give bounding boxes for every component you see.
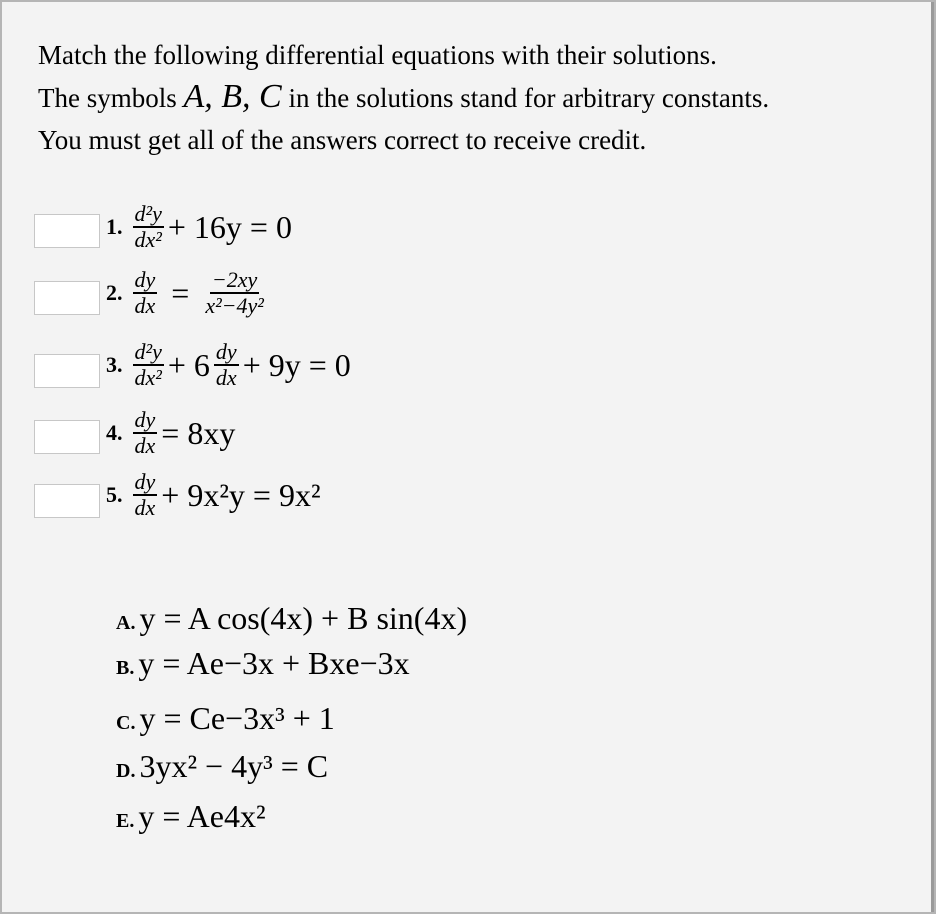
first-derivative-fraction: $\frac{dy}{dx}$ — [215, 339, 237, 390]
question-number: 3. — [106, 352, 123, 377]
instructions — [38, 34, 769, 161]
question-3 — [106, 340, 351, 390]
solution-a: A. y = A cos(4x) + B sin(4x) — [116, 600, 468, 636]
question-4 — [106, 408, 235, 458]
equation-rest: + 9x²y = 9x² — [161, 476, 321, 513]
instruction-line-1: Match the following differential equations with their solutions. — [38, 40, 717, 70]
question-number: 5. — [106, 482, 123, 507]
instruction-line-3: You must get all of the answers correct to receive credit. — [38, 125, 647, 155]
question-2 — [106, 268, 270, 318]
question-number: 4. — [106, 420, 123, 445]
equation-rest: + 16y = 0 — [167, 208, 292, 245]
equals-sign: = — [171, 274, 190, 311]
answer-input-2[interactable] — [34, 281, 100, 315]
question-5 — [106, 470, 321, 520]
derivative-fraction: $\frac{\text{d²y}}{\text{dx²}}$ — [134, 339, 162, 390]
question-number: 2. — [106, 280, 123, 305]
solution-e: E. y = Ae4x² — [116, 798, 266, 834]
answer-input-5[interactable] — [34, 484, 100, 518]
constants-symbols: A, B, C — [183, 78, 282, 115]
derivative-fraction: $\frac{dy}{dx}$ — [134, 469, 156, 520]
rhs-fraction: $\frac{-2xy}{\text{x²−4y²}}$ — [205, 267, 264, 318]
question-number: 1. — [106, 214, 123, 239]
solution-d: D. 3yx² − 4y³ = C — [116, 748, 329, 784]
derivative-fraction: $\frac{dy}{dx}$ — [134, 267, 156, 318]
answer-input-1[interactable] — [34, 214, 100, 248]
equation-rest: = 8xy — [161, 414, 236, 451]
derivative-fraction: $\frac{dy}{dx}$ — [134, 407, 156, 458]
equation-rest: + 9y = 0 — [242, 346, 351, 383]
solution-c: C. y = Ce−3x³ + 1 — [116, 700, 335, 736]
derivative-fraction: $\frac{\text{d²y}}{\text{dx²}}$ — [134, 201, 162, 252]
question-1 — [106, 202, 292, 252]
equation-mid: + 6 — [167, 346, 210, 383]
answer-input-3[interactable] — [34, 354, 100, 388]
instruction-line-2: The symbols A, B, C in the solutions stand for arbitrary constants. — [38, 78, 770, 115]
answer-input-4[interactable] — [34, 420, 100, 454]
solution-b: B. y = Ae−3x + Bxe−3x — [116, 645, 410, 681]
